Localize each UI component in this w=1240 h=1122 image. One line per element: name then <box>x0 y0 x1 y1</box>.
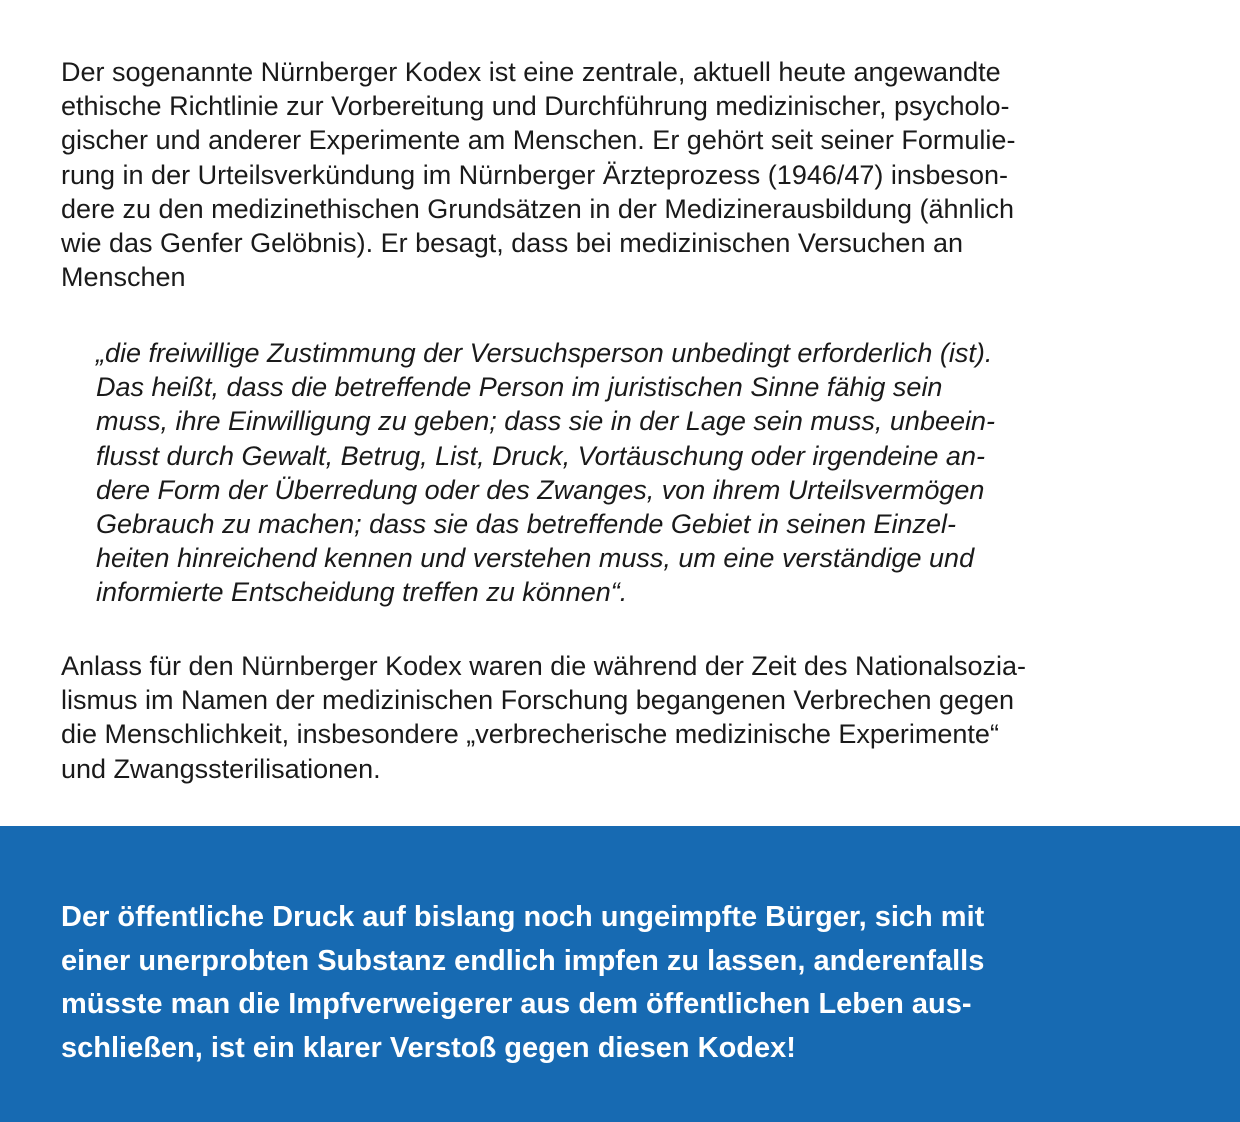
background-paragraph <box>61 649 1191 786</box>
intro-paragraph <box>61 55 1191 294</box>
quote-line: muss, ihre Einwilligung zu geben; dass sie in der Lage sein muss, unbeein- <box>96 406 996 437</box>
intro-line: gischer und anderer Experimente am Menschen. Er gehört seit seiner Formulie- <box>61 125 1016 156</box>
banner-statement <box>61 896 1211 1070</box>
quote-line: dere Form der Überredung oder des Zwanges, von ihrem Urteilsvermögen <box>96 474 985 505</box>
banner-line: schließen, ist ein klarer Verstoß gegen diesen Kodex! <box>61 1031 796 1064</box>
quote-block <box>96 336 1196 610</box>
quote-line: flusst durch Gewalt, Betrug, List, Druck, Vortäuschung oder irgendeine an- <box>96 440 985 471</box>
intro-line: Der sogenannte Nürnberger Kodex ist eine zentrale, aktuell heute angewandte <box>61 57 1001 87</box>
quote-line: Das heißt, dass die betreffende Person im juristischen Sinne fähig sein <box>96 372 943 403</box>
intro-line: Menschen <box>61 262 186 293</box>
banner-line: müsste man die Impfverweigerer aus dem öffentlichen Leben aus- <box>61 988 972 1020</box>
intro-line: wie das Genfer Gelöbnis). Er besagt, dass bei medizinischen Versuchen an <box>61 228 963 259</box>
banner-line: Der öffentliche Druck auf bislang noch ungeimpfte Bürger, sich mit <box>61 901 985 933</box>
statement-banner <box>0 826 1240 1122</box>
quote-line: heiten hinreichend kennen und verstehen muss, um eine verständige und <box>96 543 975 574</box>
banner-line: einer unerprobten Substanz endlich impfen zu lassen, anderenfalls <box>61 944 985 977</box>
background-line: Anlass für den Nürnberger Kodex waren die während der Zeit des Nationalsozia- <box>61 651 1027 681</box>
background-line: die Menschlichkeit, insbesondere „verbrecherische medizinische Experimente“ <box>61 719 999 750</box>
quote-line: informierte Entscheidung treffen zu können“. <box>96 577 628 608</box>
quote-line: „die freiwillige Zustimmung der Versuchsperson unbedingt erforderlich (ist). <box>96 338 993 368</box>
intro-line: rung in der Urteilsverkündung im Nürnberger Ärzteprozess (1946/47) insbeson- <box>61 159 1008 190</box>
intro-line: ethische Richtlinie zur Vorbereitung und Durchführung medizinischer, psycholo- <box>61 91 1010 122</box>
background-line: lismus im Namen der medizinischen Forschung begangenen Verbrechen gegen <box>61 685 1015 716</box>
background-line: und Zwangssterilisationen. <box>61 753 381 784</box>
quote-line: Gebrauch zu machen; dass sie das betreffende Gebiet in seinen Einzel- <box>96 509 957 540</box>
intro-line: dere zu den medizinethischen Grundsätzen in der Medizinerausbildung (ähnlich <box>61 193 1015 224</box>
